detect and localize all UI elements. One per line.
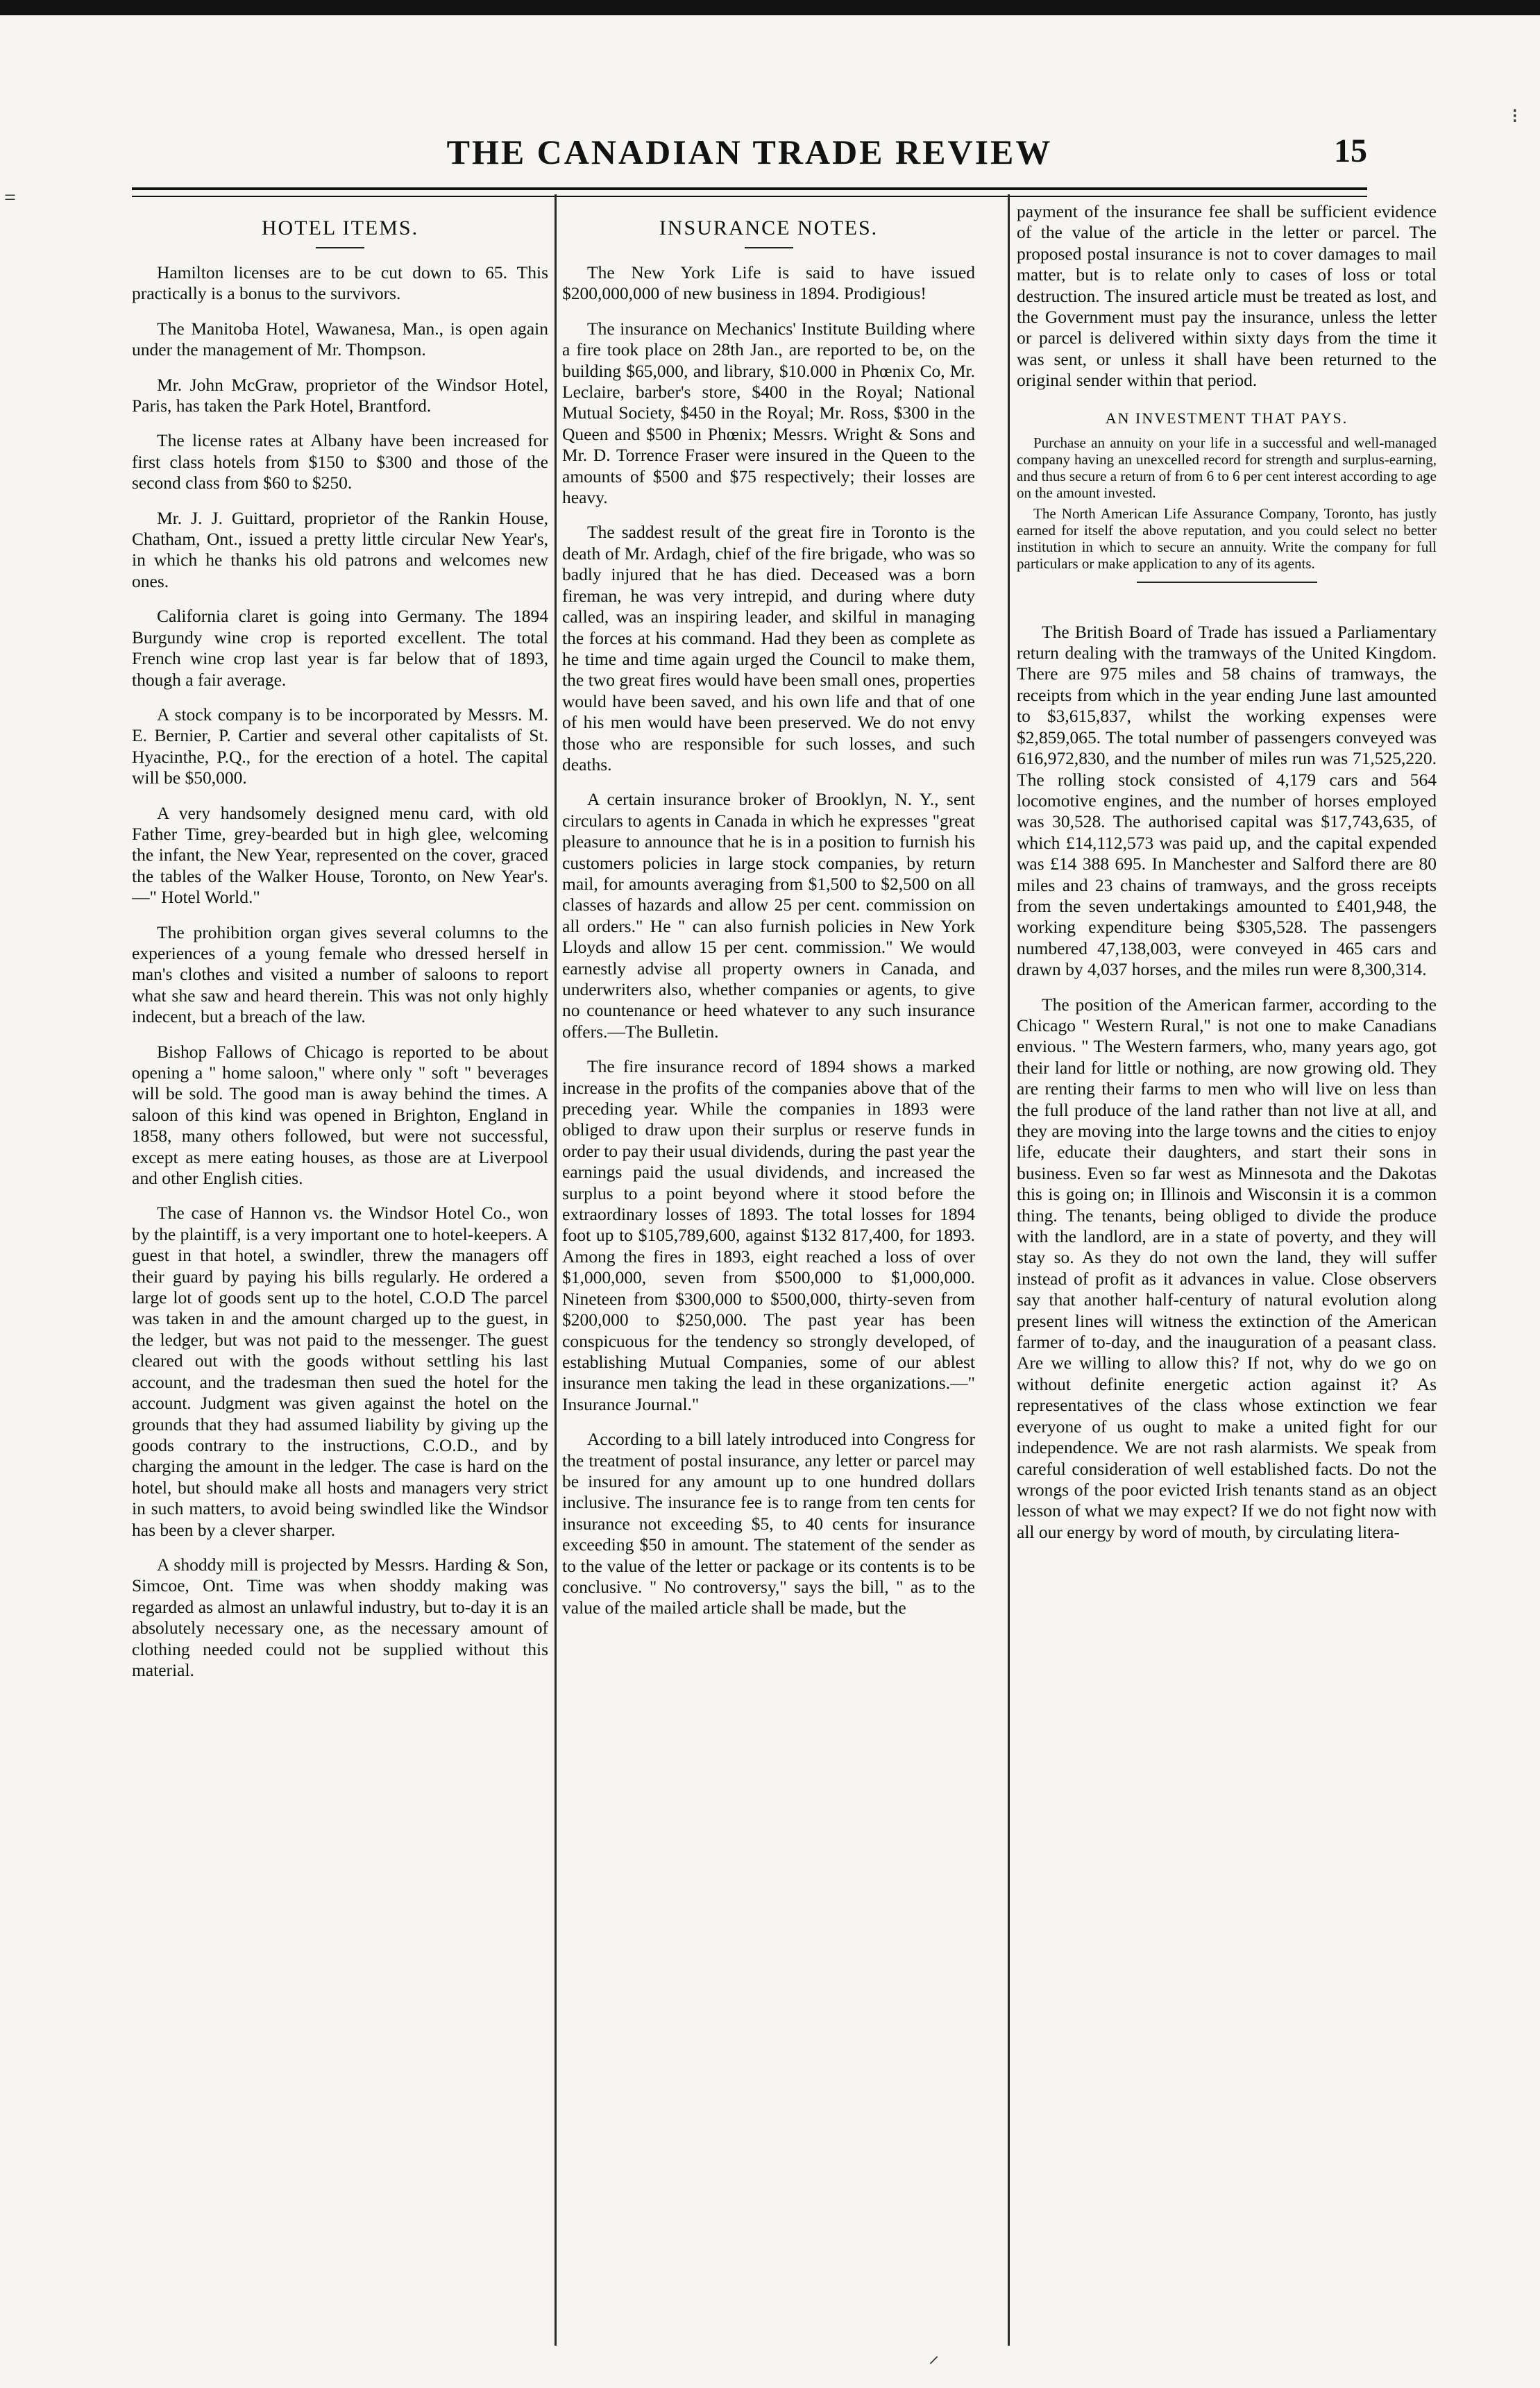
advertisement-rule: [1137, 582, 1317, 583]
article-paragraph: A stock company is to be incorporated by Messrs. M. E. Bernier, P. Cartier and several other capitalists of St. Hyacinthe, P.Q., for the erection of a hotel. The capital will be $50,000.: [132, 704, 548, 788]
masthead-rule: [132, 187, 1367, 197]
margin-mark-right: ⁝: [1512, 105, 1518, 128]
page-number: 15: [1334, 133, 1367, 169]
heading-rule: [316, 247, 364, 248]
advertisement-paragraph: Purchase an annuity on your life in a successful and well-managed company having an unexcelled record for strength and surplus-earning, and thus secure a return of from 6 to 6 per cent interest according to age on the amount invested.: [1017, 434, 1437, 501]
article-paragraph: The British Board of Trade has issued a Parliamentary return dealing with the tramways of the United Kingdom. There are 975 miles and 58 chains of tramways, the receipts from which in the year ending June last amounted to $3,615,837, whilst the working expenses were $2,859,065. The total number of passengers conveyed was 616,972,830, and the number of miles run was 71,525,220. The rolling stock consisted of 4,179 cars and 564 locomotive engines, and the number of horses employed was 30,528. The authorised capital was $17,743,635, of which £14,112,573 was paid up, and the capital expended was £14 388 695. In Manchester and Salford there are 80 miles and 23 chains of tramways, and the gross receipts from the seven undertakings amounted to £401,948, the working expenditure being $305,528. The passengers numbered 47,138,003, were conveyed in 465 cars and drawn by 4,037 horses, and the miles run were 8,300,314.: [1017, 621, 1437, 980]
advertisement-paragraph: The North American Life Assurance Company, Toronto, has justly earned for itself the above reputation, and you could select no better institution in which to secure an annuity. Write the company for full particulars or make application to any of its agents.: [1017, 505, 1437, 572]
article-paragraph: The license rates at Albany have been increased for first class hotels from $150 to $300 and those of the second class from $60 to $250.: [132, 430, 548, 493]
article-paragraph: A very handsomely designed menu card, with old Father Time, grey-bearded but in high glee, welcoming the infant, the New Year, represented on the cover, graced the tables of the Walker House, Toronto, on New Year's.—" Hotel World.": [132, 802, 548, 908]
article-paragraph: The insurance on Mechanics' Institute Building where a fire took place on 28th Jan., are reported to be, on the building $65,000, and library, $10.000 in Phœnix Co, Mr. Leclaire, barber's store, $400 in the Royal; National Mutual Society, $450 in the Royal; Mr. Ross, $300 in the Queen and $500 in Phœnix; Messrs. Wright & Sons and Mr. D. Torrence Fraser were insured in the Queen to the amounts of $500 and $75 respectively; their losses are heavy.: [562, 318, 975, 508]
insurance-notes-column: [562, 201, 975, 2355]
top-border-bar: [0, 0, 1540, 15]
article-paragraph: Mr. John McGraw, proprietor of the Windsor Hotel, Paris, has taken the Park Hotel, Brantford.: [132, 374, 548, 416]
continued-paragraph: payment of the insurance fee shall be sufficient evidence of the value of the article in the letter or parcel. The proposed postal insurance is not to cover damages to mail matter, but is to relate only to cases of loss or total destruction. The insured article must be treated as lost, and the Government must pay the insurance, unless the letter or parcel is delivered within sixty days from the time it was sent, or unless it shall have been returned to the original sender within that period.: [1017, 201, 1437, 391]
article-paragraph: The case of Hannon vs. the Windsor Hotel Co., won by the plaintiff, is a very important one to hotel-keepers. A guest in that hotel, a swindler, threw the managers off their guard by paying his bills regularly. He ordered a large lot of goods sent up to the hotel, C.O.D The parcel was taken in and the amount charged up to the guest, in the ledger, but was not paid to the messenger. The guest cleared out with the goods without settling his last account, and the tradesman then sued the hotel for the account. Judgment was given against the hotel on the grounds that they had assumed liability by giving up the goods contrary to the instructions, C.O.D., and by charging the amount in the ledger. The case is hard on the hotel, but should make all hosts and managers very strict in such matters, to avoid being swindled like the Windsor has been by a clever sharper.: [132, 1203, 548, 1540]
article-paragraph: Bishop Fallows of Chicago is reported to be about opening a " home saloon," where only " soft " beverages will be sold. The good man is away behind the times. A saloon of this kind was opened in Brighton, England in 1858, many others followed, but were not successful, except as mere eating houses, as those are at Liverpool and other English cities.: [132, 1041, 548, 1189]
article-paragraph: A shoddy mill is projected by Messrs. Harding & Son, Simcoe, Ont. Time was when shoddy making was regarded as almost an unlawful industry, but to-day it is an absolutely necessary one, as the necessary amount of clothing needed could not be supplied without this material.: [132, 1554, 548, 1680]
article-paragraph: The position of the American farmer, according to the Chicago " Western Rural," is not one to make Canadians envious. " The Western farmers, who, many years ago, got their land for little or nothing, are now growing old. They are renting their farms to men who will live on less than the full produce of the land rather than not live at all, and they are moving into the large towns and the cities to enjoy life, educate their daughters, and start their sons in business. Even so far west as Minnesota and the Dakotas this is going on; in Illinois and Wisconsin it is a common thing. The tenants, being obliged to divide the produce with the landlord, are in a state of poverty, and they will stay so. As they do not own the land, they will suffer instead of profit as it advances in value. Close observers say that another half-century of natural evolution along present lines will witness the extinction of the American farmer of to-day, and the inauguration of a peasant class. Are we willing to allow this? If not, why do we go on without definite energetic action against it? As representatives of the class whose extinction we fear everyone of us ought to make a united fight for our independence. We are not rash alarmists. We speak from careful consideration of well established facts. Do not the wrongs of the poor evicted Irish tenants stand as an object lesson of what we may expect? If we do not fight now with all our energy by word of mouth, by circulating litera-: [1017, 994, 1437, 1542]
section-heading: INSURANCE NOTES.: [659, 217, 879, 239]
article-paragraph: The prohibition organ gives several columns to the experiences of a young female who dressed herself in man's clothes and visited a number of saloons to report what she saw and heard therein. This was not only highly indecent, but a breach of the law.: [132, 922, 548, 1027]
article-paragraph: California claret is going into Germany. The 1894 Burgundy wine crop is reported excellent. The total French wine crop last year is far below that of 1893, though a fair average.: [132, 606, 548, 690]
advertisement-heading: AN INVESTMENT THAT PAYS.: [1105, 409, 1348, 427]
hotel-items-column: [132, 201, 548, 2355]
column-divider: [1008, 194, 1010, 2346]
article-paragraph: The fire insurance record of 1894 shows a marked increase in the profits of the companies above that of the preceding year. While the companies in 1893 were obliged to draw upon their surplus or reserve funds in order to pay their usual dividends, during the past year the earnings paid the usual dividends, and increased the surplus to a point beyond where it stood before the extraordinary losses of 1893. The total losses for 1894 foot up to $105,789,600, against $132 817,400, for 1893. Among the fires in 1893, eight reached a loss of over $1,000,000, seven from $500,000 to $1,000,000. Nineteen from $300,000 to $500,000, thirty-seven from $200,000 to $250,000. The past year has been conspicuous for the tendency so strongly developed, of establishing Mutual Companies, some of our ablest insurance men taking the lead in these organizations.—" Insurance Journal.": [562, 1056, 975, 1414]
right-column: [1017, 201, 1437, 2355]
article-paragraph: Mr. J. J. Guittard, proprietor of the Rankin House, Chatham, Ont., issued a pretty little circular New Year's, in which he thanks his old patrons and welcomes new ones.: [132, 507, 548, 591]
ink-mark: ⸝: [929, 2344, 939, 2367]
article-paragraph: The New York Life is said to have issued $200,000,000 of new business in 1894. Prodigious!: [562, 262, 975, 304]
section-heading: HOTEL ITEMS.: [261, 217, 419, 239]
margin-mark-left: =: [4, 186, 16, 209]
masthead: [132, 124, 1367, 186]
column-divider: [555, 194, 557, 2346]
article-paragraph: A certain insurance broker of Brooklyn, N. Y., sent circulars to agents in Canada in which he expresses "great pleasure to announce that he is in a position to furnish his customers policies in large stock companies, by return mail, for amounts averaging from $1,500 to $2,500 on all classes of hazards and allow 25 per cent. commission on all orders." He " can also furnish policies in New York Lloyds and allow 15 per cent. commission." We would earnestly advise all property owners in Canada, and underwriters also, whether companies or agents, to give no countenance or heed whatever to any such insurance offers.—The Bulletin.: [562, 789, 975, 1042]
article-paragraph: Hamilton licenses are to be cut down to 65. This practically is a bonus to the survivors.: [132, 262, 548, 304]
article-paragraph: The saddest result of the great fire in Toronto is the death of Mr. Ardagh, chief of the fire brigade, who was so badly injured that he has died. Deceased was a born fireman, he was very intrepid, and during where duty called, was an inspiring leader, and skilful in managing the forces at his command. Had they been as complete as he time and time again urged the Council to make them, the two great fires would have been small ones, properties would have been saved, and his own life and that of one of his men would have been preserved. We do not envy those who are responsible for such losses, and such deaths.: [562, 522, 975, 774]
article-paragraph: According to a bill lately introduced into Congress for the treatment of postal insurance, any letter or parcel may be insured for any amount up to one hundred dollars inclusive. The insurance fee is to range from ten cents for insurance not exceeding $5, to 40 cents for insurance exceeding $50 in amount. The statement of the sender as to the value of the letter or package or its contents is to be conclusive. " No controversy," says the bill, " as to the value of the mailed article shall be made, but the: [562, 1429, 975, 1618]
article-paragraph: The Manitoba Hotel, Wawanesa, Man., is open again under the management of Mr. Thompson.: [132, 318, 548, 360]
publication-title: THE CANADIAN TRADE REVIEW: [446, 133, 1053, 171]
heading-rule: [745, 247, 793, 248]
